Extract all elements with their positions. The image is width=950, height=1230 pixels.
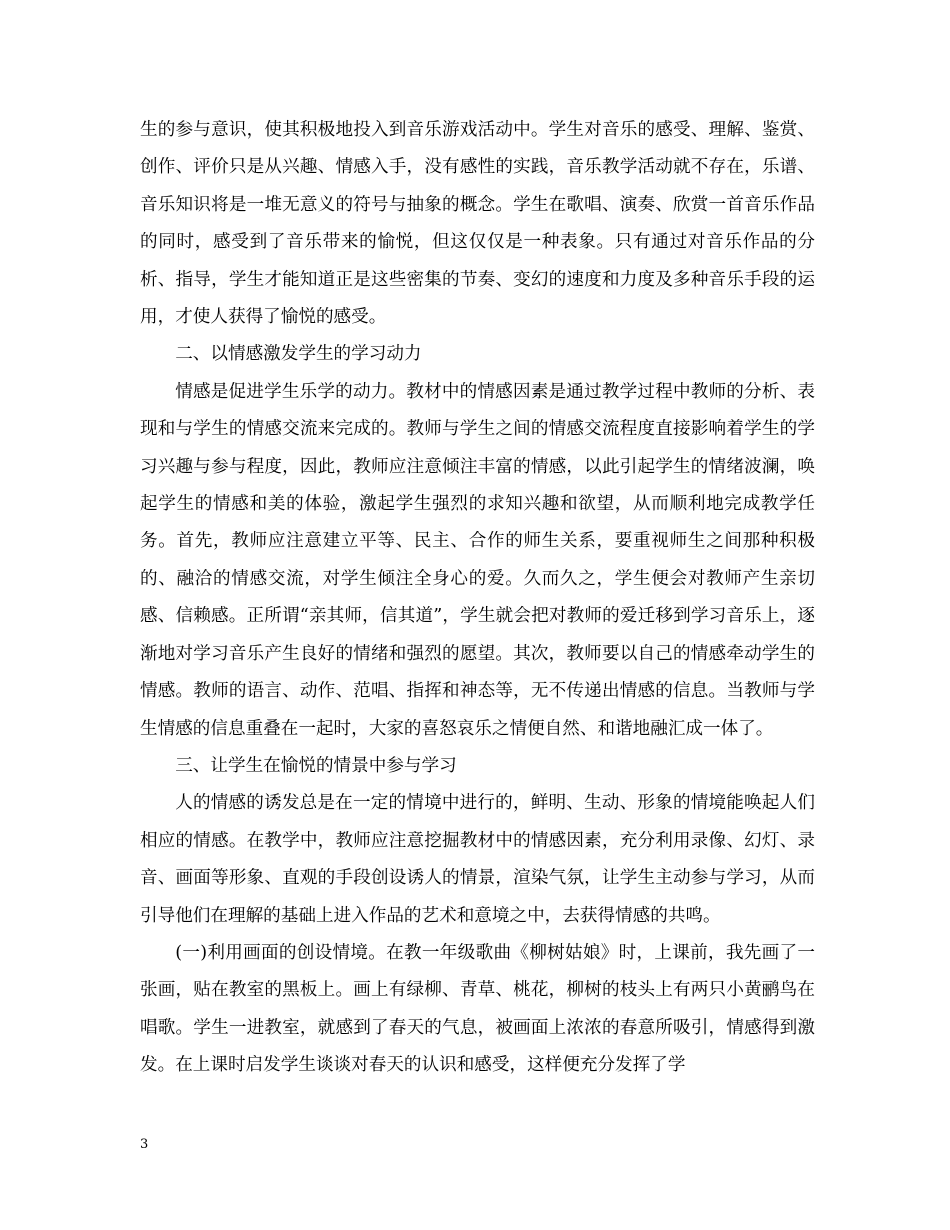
paragraph-emotion-motivation: 情感是促进学生乐学的动力。教材中的情感因素是通过教学过程中教师的分析、表现和与学生的情感交流来完成的。教师与学生之间的情感交流程度直接影响着学生的学习兴趣与参与程度，因此，教师应注意倾注丰富的情感，以此引起学生的情绪波澜，唤起学生的情感和美的体验，激起学生强烈的求知兴趣和欲望，从而顺利地完成教学任务。首先，教师应注意建立平等、民主、合作的师生关系，要重视师生之间那种积极的、融洽的情感交流，对学生倾注全身心的爱。久而久之，学生便会对教师产生亲切感、信赖感。正所谓“亲其师，信其道”，学生就会把对教师的爱迁移到学习音乐上，逐渐地对学习音乐产生良好的情绪和强烈的愿望。其次，教师要以自己的情感牵动学生的情感。教师的语言、动作、范唱、指挥和神态等，无不传递出情感的信息。当教师与学生情感的信息重叠在一起时，大家的喜怒哀乐之情便自然、和谐地融汇成一体了。 [140,381,815,739]
document-body [140,112,815,1085]
section-heading-3: 三、让学生在愉悦的情景中参与学习 [175,755,457,776]
paragraph-picture-scenario: (一)利用画面的创设情境。在教一年级歌曲《柳树姑娘》时，上课前，我先画了一张画，贴在教室的黑板上。画上有绿柳、青草、桃花，柳树的枝头上有两只小黄鹂鸟在唱歌。学生一进教室，就感到了春天的气息，被画面上浓浓的春意所吸引，情感得到激发。在上课时启发学生谈谈对春天的认识和感受，这样便充分发挥了学 [140,942,815,1076]
section-heading-2: 二、以情感激发学生的学习动力 [175,344,422,365]
paragraph-continuation: 生的参与意识，使其积极地投入到音乐游戏活动中。学生对音乐的感受、理解、鉴赏、创作、评价只是从兴趣、情感入手，没有感性的实践，音乐教学活动就不存在，乐谱、音乐知识将是一堆无意义的符号与抽象的概念。学生在歌唱、演奏、欣赏一首音乐作品的同时，感受到了音乐带来的愉悦，但这仅仅是一种表象。只有通过对音乐作品的分析、指导，学生才能知道正是这些密集的节奏、变幻的速度和力度及多种音乐手段的运用，才使人获得了愉悦的感受。 [140,120,815,328]
paragraph-situational-learning: 人的情感的诱发总是在一定的情境中进行的，鲜明、生动、形象的情境能唤起人们相应的情感。在教学中，教师应注意挖掘教材中的情感因素，充分利用录像、幻灯、录音、画面等形象、直观的手段创设诱人的情景，渲染气氛，让学生主动参与学习，从而引导他们在理解的基础上进入作品的艺术和意境之中，去获得情感的共鸣。 [140,793,815,926]
page-number: 3 [140,1137,149,1152]
